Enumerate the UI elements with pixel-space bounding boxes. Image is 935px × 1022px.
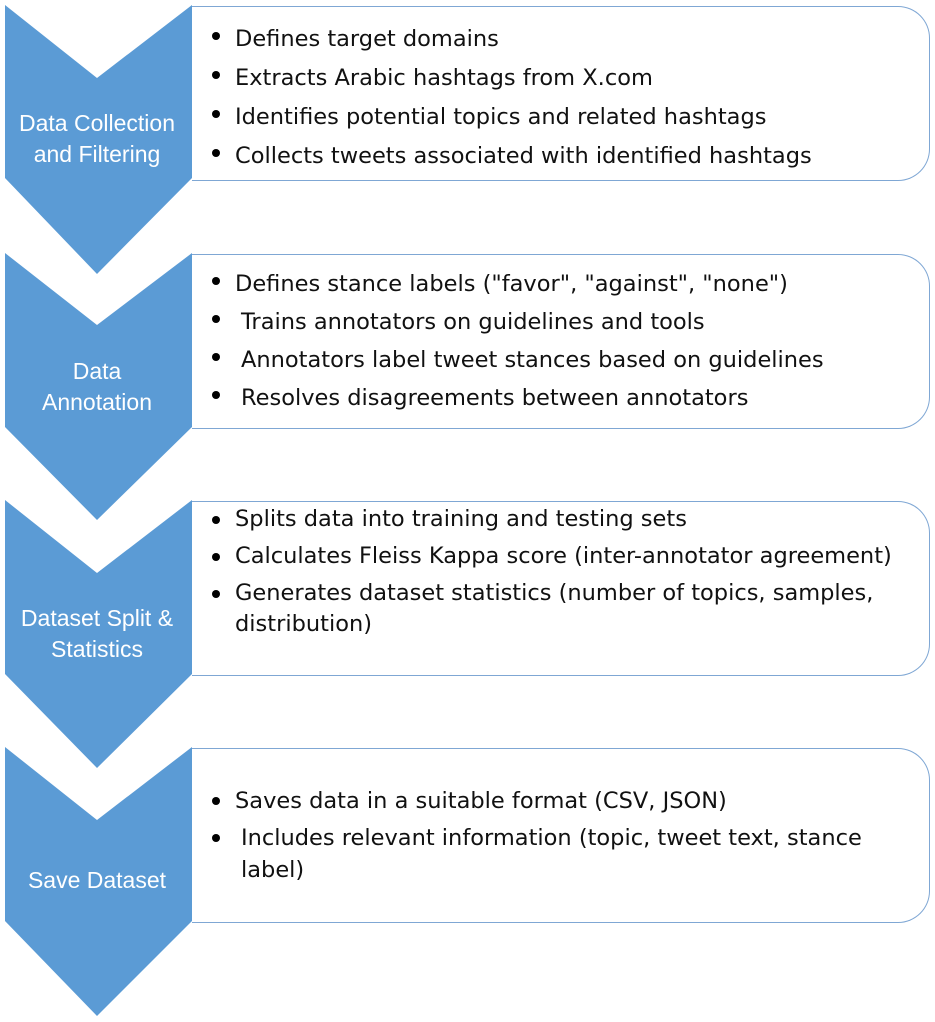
step-box-data-collection xyxy=(192,6,930,181)
step-bullet-list xyxy=(210,785,909,886)
step-bullet-list xyxy=(210,265,913,417)
bullet-item: Saves data in a suitable format (CSV, JSON) xyxy=(210,785,909,817)
bullet-item: Trains annotators on guidelines and tools xyxy=(210,303,913,341)
bullet-item: Identifies potential topics and related hashtags xyxy=(210,98,913,137)
bullet-item: Extracts Arabic hashtags from X.com xyxy=(210,59,913,98)
bullet-item: Resolves disagreements between annotators xyxy=(210,379,913,417)
bullet-item: Collects tweets associated with identified hashtags xyxy=(210,137,913,176)
step-label-line: Data xyxy=(72,358,122,384)
step-label-line: Save Dataset xyxy=(27,867,167,893)
bullet-item: Defines stance labels ("favor", "against", "none") xyxy=(210,265,913,303)
bullet-item: Generates dataset statistics (number of topics, samples, distribution) xyxy=(210,578,909,640)
step-bullet-list xyxy=(210,504,909,640)
step-box-dataset-split xyxy=(192,501,930,676)
step-label-dataset-split xyxy=(0,603,194,665)
step-label-line: Annotation xyxy=(42,389,152,415)
step-label-data-collection xyxy=(0,108,194,170)
bullet-item: Includes relevant information (topic, tweet text, stance label) xyxy=(210,822,909,886)
bullet-item: Calculates Fleiss Kappa score (inter-annotator agreement) xyxy=(210,541,909,572)
step-box-save-dataset xyxy=(192,748,930,923)
step-label-line: Dataset Split & xyxy=(20,605,174,631)
bullet-item: Defines target domains xyxy=(210,20,913,59)
bullet-item: Annotators label tweet stances based on guidelines xyxy=(210,341,913,379)
step-label-line: Statistics xyxy=(50,636,144,662)
step-bullet-list xyxy=(210,20,913,176)
step-label-line: and Filtering xyxy=(33,141,161,167)
bullet-item: Splits data into training and testing sets xyxy=(210,504,909,535)
step-label-line: Data Collection xyxy=(19,110,175,136)
step-box-data-annotation xyxy=(192,254,930,429)
step-label-save-dataset xyxy=(0,865,194,896)
step-label-data-annotation xyxy=(0,356,194,418)
